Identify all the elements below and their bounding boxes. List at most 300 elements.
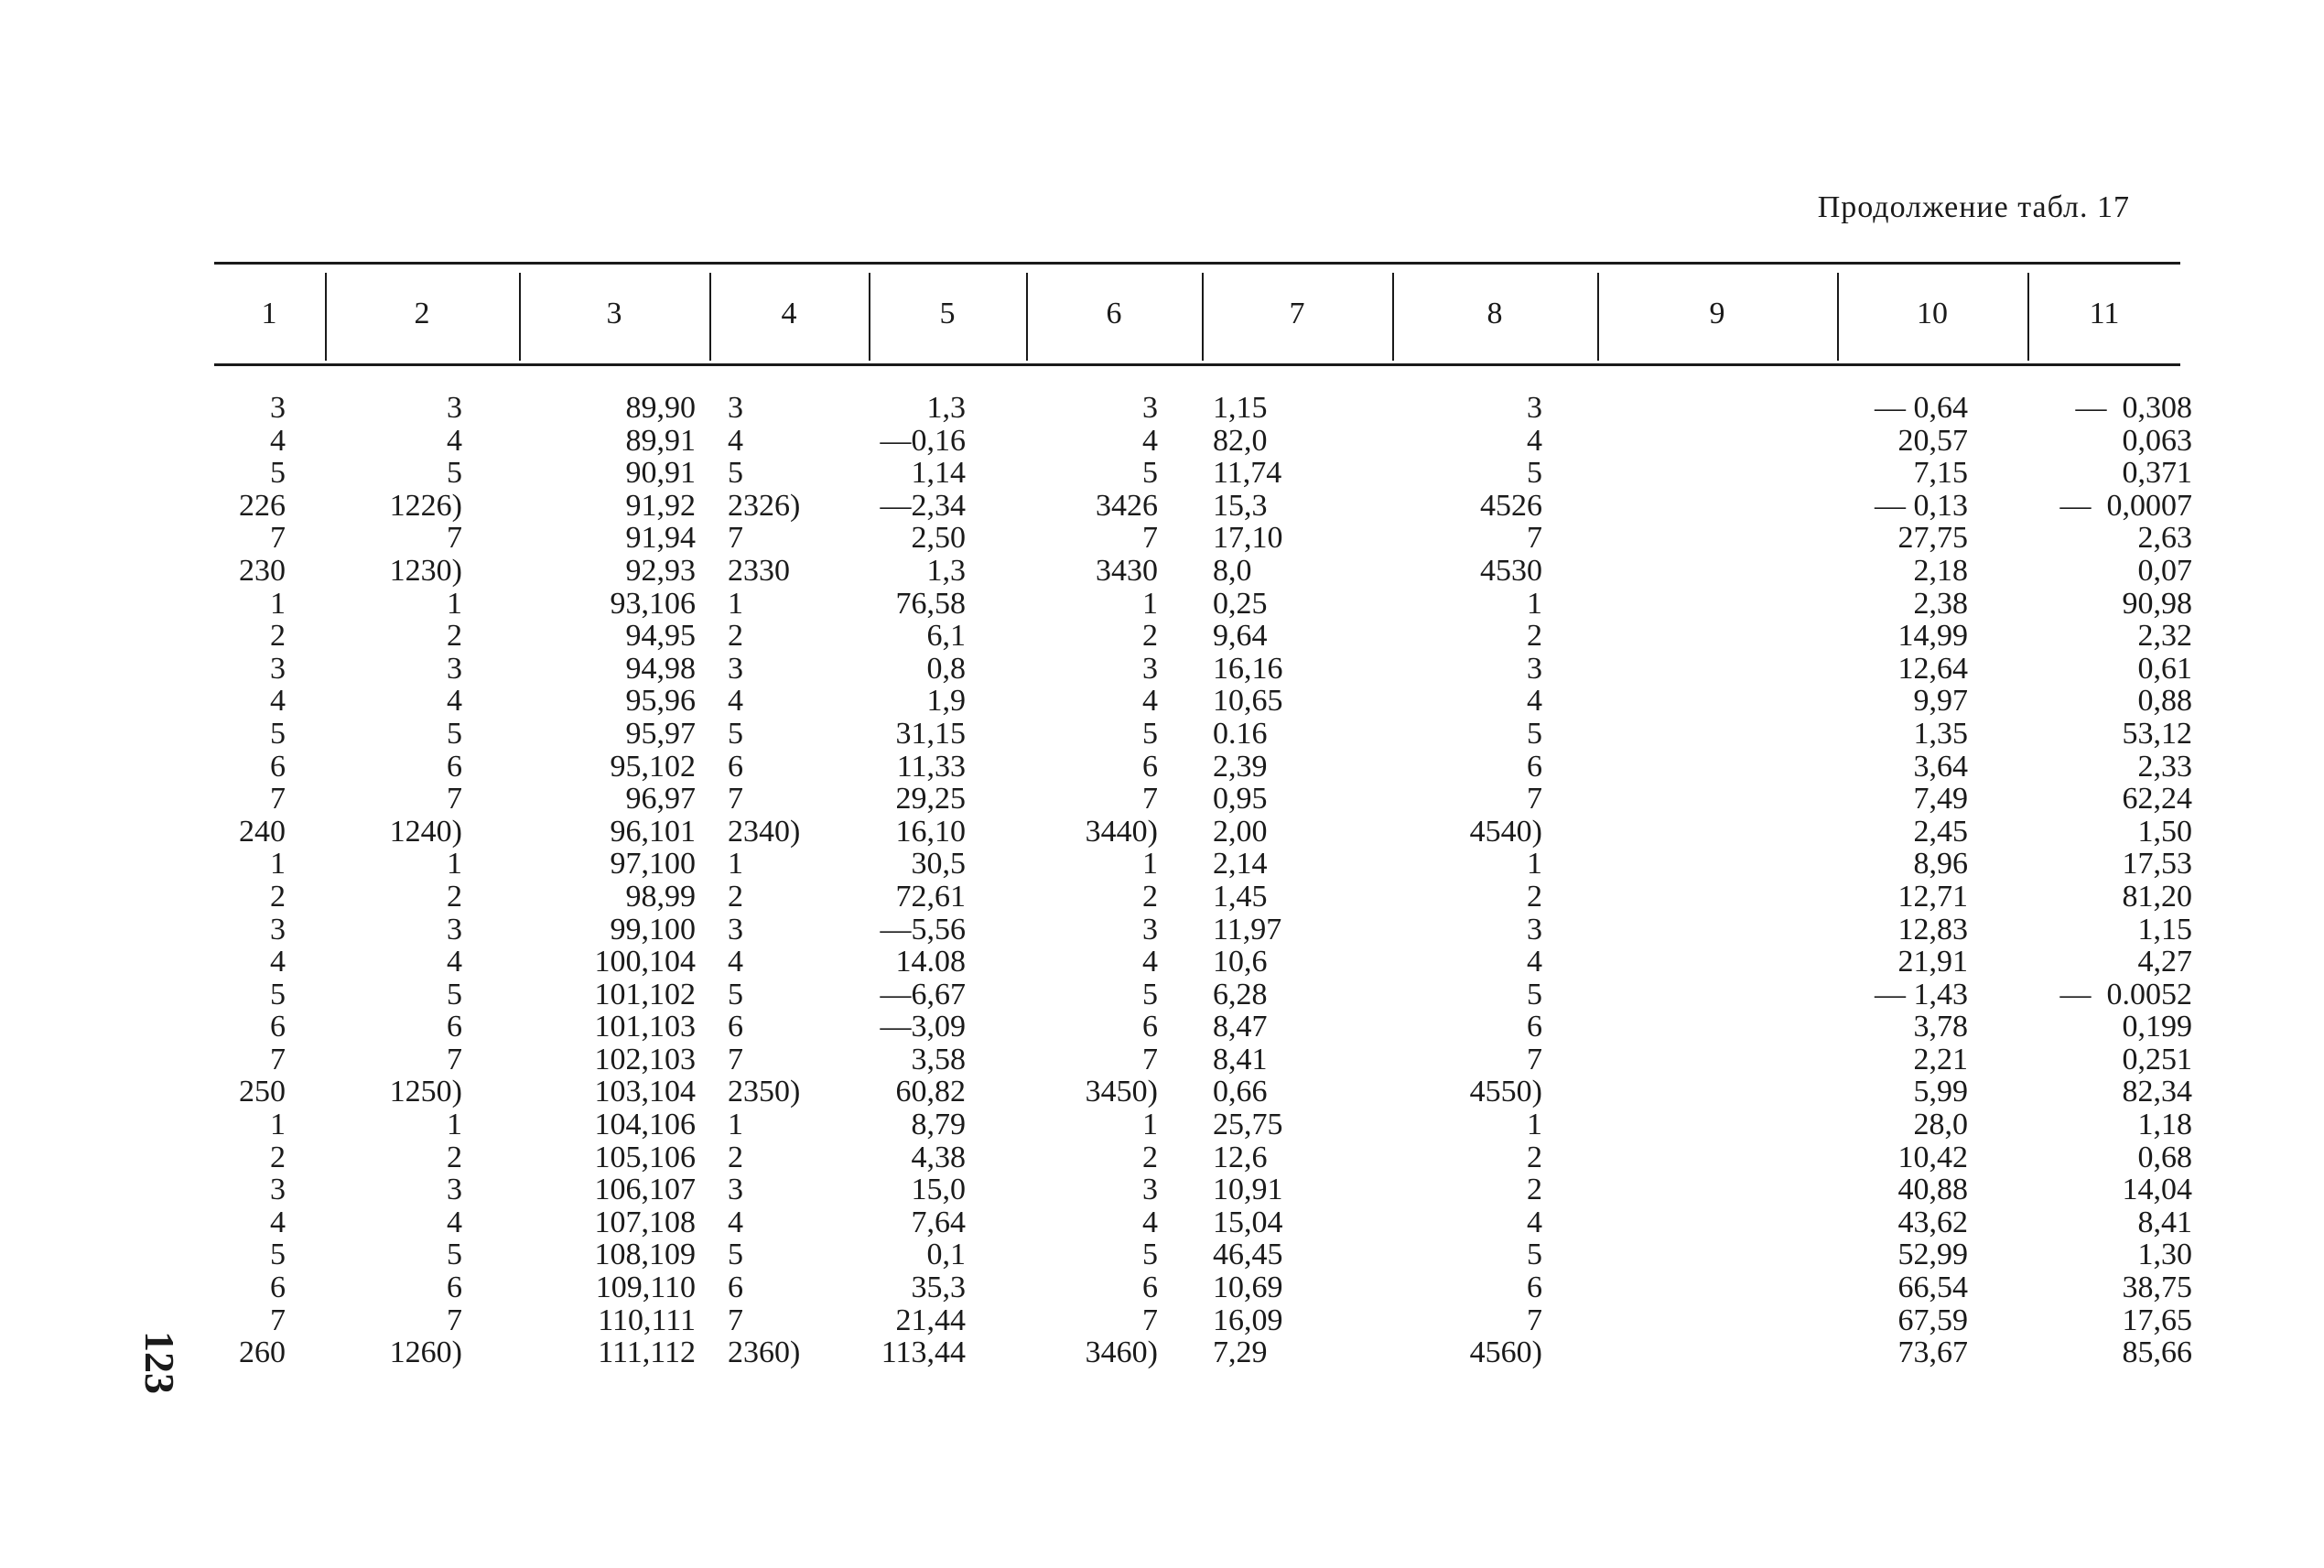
- table-cell: 0,07: [2137, 553, 2192, 588]
- table-cell: 15,3: [1213, 488, 1268, 523]
- table-cell: 53,12: [2122, 716, 2192, 751]
- table-cell: 226: [239, 488, 286, 523]
- table-cell: 94,95: [625, 619, 696, 654]
- table-cell: 6: [1527, 1271, 1542, 1305]
- column-divider: [1026, 273, 1028, 361]
- table-cell: 3: [447, 651, 462, 686]
- table-cell: 7: [270, 521, 286, 556]
- table-cell: 3: [447, 1173, 462, 1207]
- column-divider: [1837, 273, 1839, 361]
- table-cell: 94,98: [625, 651, 696, 686]
- table-cell: 1: [1142, 1108, 1158, 1142]
- table-cell: 2: [1142, 1140, 1158, 1174]
- table-cell: 4540): [1469, 814, 1542, 849]
- table-cell: 110,111: [598, 1303, 696, 1337]
- table-cell: 230: [239, 553, 286, 588]
- table-cell: 240: [239, 814, 286, 849]
- table-cell: 9,97: [1913, 684, 1968, 719]
- data-column-2: [348, 392, 462, 1369]
- table-cell: 4: [270, 423, 286, 458]
- table-cell: 3: [728, 391, 743, 425]
- table-cell: 4: [1527, 1205, 1542, 1239]
- table-cell: 7: [728, 782, 743, 816]
- table-cell: 1230): [389, 553, 462, 588]
- table-cell: 1,30: [2137, 1238, 2192, 1272]
- table-cell: 2: [447, 619, 462, 654]
- table-cell: 20,57: [1897, 423, 1968, 458]
- table-cell: 6: [1142, 749, 1158, 784]
- table-cell: 3,58: [911, 1042, 966, 1076]
- table-cell: 2: [728, 879, 743, 914]
- data-column-5: [851, 392, 966, 1369]
- table-cell: 1,18: [2137, 1108, 2192, 1142]
- table-cell: 11,74: [1213, 456, 1282, 491]
- table-cell: —6,67: [880, 977, 966, 1011]
- table-cell: 9,64: [1213, 619, 1268, 654]
- column-header-2: 2: [414, 297, 430, 330]
- table-cell: 1: [1527, 847, 1542, 881]
- table-continuation-caption: Продолжение табл. 17: [1817, 190, 2130, 224]
- table-cell: 6: [1527, 749, 1542, 784]
- table-cell: 7: [447, 1042, 462, 1076]
- table-cell: 6: [270, 749, 286, 784]
- column-divider: [519, 273, 521, 361]
- table-cell: 10,65: [1213, 684, 1283, 719]
- table-cell: 0,371: [2122, 456, 2192, 491]
- table-cell: 5: [447, 456, 462, 491]
- table-cell: 1226): [389, 488, 462, 523]
- table-cell: 3460): [1085, 1336, 1158, 1370]
- table-cell: 108,109: [594, 1238, 696, 1272]
- table-cell: 98,99: [625, 879, 696, 914]
- table-cell: 6,28: [1213, 977, 1268, 1011]
- column-header-1: 1: [261, 297, 277, 330]
- column-header-3: 3: [606, 297, 622, 330]
- table-cell: 6: [1527, 1010, 1542, 1044]
- table-cell: 0,1: [926, 1238, 966, 1272]
- table-cell: 104,106: [594, 1108, 696, 1142]
- table-cell: 260: [239, 1336, 286, 1370]
- table-cell: 15,0: [911, 1173, 966, 1207]
- table-cell: 1,3: [926, 553, 966, 588]
- table-cell: 4: [728, 423, 743, 458]
- table-cell: 5: [447, 716, 462, 751]
- table-cell: 62,24: [2122, 782, 2192, 816]
- column-header-7: 7: [1289, 297, 1305, 330]
- table-cell: 99,100: [610, 912, 696, 946]
- table-cell: 1: [1527, 1108, 1542, 1142]
- table-cell: 91,92: [625, 488, 696, 523]
- table-cell: 2,14: [1213, 847, 1268, 881]
- table-cell: 1260): [389, 1336, 462, 1370]
- table-cell: —2,34: [880, 488, 966, 523]
- table-cell: 35,3: [911, 1271, 966, 1305]
- table-cell: 0,063: [2122, 423, 2192, 458]
- table-cell: 81,20: [2122, 879, 2192, 914]
- table-cell: 6: [447, 1010, 462, 1044]
- table-cell: 1,3: [926, 391, 966, 425]
- table-cell: 3: [447, 912, 462, 946]
- table-cell: 7: [728, 1042, 743, 1076]
- table-cell: 4: [1527, 423, 1542, 458]
- table-cell: 6: [447, 749, 462, 784]
- table-cell: 1: [270, 1108, 286, 1142]
- column-divider: [709, 273, 711, 361]
- table-cell: 17,65: [2122, 1303, 2192, 1337]
- table-cell: 38,75: [2122, 1271, 2192, 1305]
- table-cell: 4: [447, 423, 462, 458]
- table-cell: 1,14: [911, 456, 966, 491]
- table-cell: 7: [1527, 521, 1542, 556]
- table-cell: 4,27: [2137, 945, 2192, 979]
- table-cell: 2,21: [1913, 1042, 1968, 1076]
- table-cell: 16,16: [1213, 651, 1283, 686]
- table-cell: 4526: [1480, 488, 1542, 523]
- table-cell: 5: [728, 977, 743, 1011]
- table-cell: 4550): [1469, 1075, 1542, 1109]
- table-cell: 7: [447, 1303, 462, 1337]
- table-cell: 1: [728, 586, 743, 621]
- table-cell: 27,75: [1897, 521, 1968, 556]
- table-cell: — 1,43: [1875, 977, 1968, 1011]
- table-cell: 25,75: [1213, 1108, 1283, 1142]
- table-cell: 4: [1142, 684, 1158, 719]
- table-cell: 2: [270, 879, 286, 914]
- table-cell: 107,108: [594, 1205, 696, 1239]
- table-header-row: [214, 265, 2180, 363]
- table-cell: 8,47: [1213, 1010, 1268, 1044]
- table-cell: 1: [1527, 586, 1542, 621]
- table-cell: 3430: [1096, 553, 1158, 588]
- table-cell: 7,29: [1213, 1336, 1268, 1370]
- table-cell: 106,107: [594, 1173, 696, 1207]
- table-cell: 6: [1142, 1271, 1158, 1305]
- table-cell: 0,61: [2137, 651, 2192, 686]
- table-cell: 109,110: [595, 1271, 696, 1305]
- table-cell: 67,59: [1897, 1303, 1968, 1337]
- table-cell: 0,66: [1213, 1075, 1268, 1109]
- table-cell: 10,91: [1213, 1173, 1283, 1207]
- table-cell: 7: [447, 521, 462, 556]
- table-cell: 8,0: [1213, 553, 1252, 588]
- table-cell: 3: [728, 912, 743, 946]
- table-cell: 31,15: [895, 716, 966, 751]
- table-cell: 5: [728, 716, 743, 751]
- table-cell: 102,103: [594, 1042, 696, 1076]
- table-cell: 10,6: [1213, 945, 1268, 979]
- table-cell: 4: [447, 1205, 462, 1239]
- table-cell: 6,1: [926, 619, 966, 654]
- table-cell: 3: [270, 1173, 286, 1207]
- column-divider: [1597, 273, 1599, 361]
- table-cell: 7: [447, 782, 462, 816]
- table-cell: 5: [1527, 1238, 1542, 1272]
- table-cell: 250: [239, 1075, 286, 1109]
- table-cell: 1: [447, 847, 462, 881]
- table-cell: 91,94: [625, 521, 696, 556]
- table-cell: 8,41: [2137, 1205, 2192, 1239]
- table-cell: —5,56: [880, 912, 966, 946]
- table-cell: 6: [270, 1010, 286, 1044]
- table-cell: 10,42: [1897, 1140, 1968, 1174]
- table-cell: 2: [270, 619, 286, 654]
- table-cell: 1: [447, 1108, 462, 1142]
- table-cell: 4: [1527, 945, 1542, 979]
- table-cell: 1: [1142, 847, 1158, 881]
- table-cell: 5: [728, 456, 743, 491]
- table-cell: 7: [270, 1303, 286, 1337]
- table-cell: 3: [728, 1173, 743, 1207]
- table-cell: 2,32: [2137, 619, 2192, 654]
- table-cell: 3440): [1085, 814, 1158, 849]
- table-cell: 43,62: [1897, 1205, 1968, 1239]
- table-cell: 4: [270, 945, 286, 979]
- table-cell: 2: [1527, 1140, 1542, 1174]
- table-cell: 4: [270, 1205, 286, 1239]
- table-cell: 1: [728, 1108, 743, 1142]
- table-cell: 12,64: [1897, 651, 1968, 686]
- table-cell: 15,04: [1213, 1205, 1283, 1239]
- table-cell: — 0,308: [2075, 391, 2192, 425]
- table-cell: 2340): [728, 814, 801, 849]
- table-cell: — 0,0007: [2059, 488, 2192, 523]
- table-cell: 3: [1527, 391, 1542, 425]
- table-cell: 5: [1142, 1238, 1158, 1272]
- table-cell: 111,112: [598, 1336, 696, 1370]
- table-cell: 2: [728, 1140, 743, 1174]
- table-cell: 5: [1142, 977, 1158, 1011]
- table-cell: 5: [447, 1238, 462, 1272]
- column-divider: [1202, 273, 1204, 361]
- table-cell: 0,88: [2137, 684, 2192, 719]
- table-cell: 105,106: [594, 1140, 696, 1174]
- table-cell: 7: [270, 1042, 286, 1076]
- table-cell: 7: [1142, 1042, 1158, 1076]
- table-cell: 4560): [1469, 1336, 1542, 1370]
- table-cell: 3: [1142, 651, 1158, 686]
- table-cell: 3: [1142, 1173, 1158, 1207]
- table-cell: 82,34: [2122, 1075, 2192, 1109]
- column-header-11: 11: [2089, 297, 2120, 330]
- table-cell: 1: [270, 847, 286, 881]
- column-divider: [325, 273, 327, 361]
- table-cell: 7: [1142, 1303, 1158, 1337]
- table-cell: —0,16: [880, 423, 966, 458]
- table-cell: 1: [447, 586, 462, 621]
- table-cell: 2,50: [911, 521, 966, 556]
- table-cell: 14,99: [1897, 619, 1968, 654]
- table-cell: 2: [447, 879, 462, 914]
- column-header-8: 8: [1486, 297, 1503, 330]
- table-cell: 4: [1142, 945, 1158, 979]
- table-cell: 5: [270, 716, 286, 751]
- table-cell: 11,97: [1213, 912, 1282, 946]
- table-cell: 30,5: [911, 847, 966, 881]
- table-cell: 3: [1142, 391, 1158, 425]
- table-cell: 2,00: [1213, 814, 1268, 849]
- table-cell: 2,38: [1913, 586, 1968, 621]
- table-header-bottom-rule: [214, 363, 2180, 366]
- table-cell: 12,71: [1897, 879, 1968, 914]
- column-divider: [869, 273, 870, 361]
- table-cell: —3,09: [880, 1010, 966, 1044]
- data-column-4: [728, 392, 847, 1369]
- column-divider: [1392, 273, 1394, 361]
- table-cell: 0,251: [2122, 1042, 2192, 1076]
- table-cell: 3: [270, 391, 286, 425]
- table-cell: 4: [1142, 1205, 1158, 1239]
- table-cell: 4: [728, 1205, 743, 1239]
- table-cell: 2: [728, 619, 743, 654]
- data-column-6: [1053, 392, 1158, 1369]
- table-cell: 4: [728, 945, 743, 979]
- table-cell: 2: [1142, 619, 1158, 654]
- table-cell: 82,0: [1213, 423, 1268, 458]
- table-cell: 7,64: [911, 1205, 966, 1239]
- page-number: 123: [136, 1331, 183, 1394]
- table-cell: 11,33: [896, 749, 966, 784]
- table-cell: 3: [1527, 651, 1542, 686]
- data-column-10: [1831, 392, 1968, 1369]
- table-cell: 1,15: [1213, 391, 1268, 425]
- table-cell: 16,10: [895, 814, 966, 849]
- table-cell: 95,97: [625, 716, 696, 751]
- table-cell: 10,69: [1213, 1271, 1283, 1305]
- table-cell: 0,199: [2122, 1010, 2192, 1044]
- table-cell: 1,35: [1913, 716, 1968, 751]
- column-header-4: 4: [781, 297, 797, 330]
- table-cell: 101,102: [594, 977, 696, 1011]
- table-cell: 5: [447, 977, 462, 1011]
- table-cell: 2326): [728, 488, 801, 523]
- table-cell: 4,38: [911, 1140, 966, 1174]
- column-divider: [2027, 273, 2029, 361]
- table-cell: 85,66: [2122, 1336, 2192, 1370]
- table-cell: 6: [270, 1271, 286, 1305]
- table-cell: 93,106: [610, 586, 696, 621]
- table-cell: 14,04: [2122, 1173, 2192, 1207]
- table-cell: 29,25: [895, 782, 966, 816]
- table-cell: 7: [1142, 782, 1158, 816]
- table-cell: 17,10: [1213, 521, 1283, 556]
- table-cell: 1,45: [1213, 879, 1268, 914]
- table-cell: 5: [1142, 456, 1158, 491]
- table-cell: 101,103: [594, 1010, 696, 1044]
- table-cell: 2: [447, 1140, 462, 1174]
- table-cell: — 0,13: [1875, 488, 1968, 523]
- table-cell: 92,93: [625, 553, 696, 588]
- table-cell: 12,6: [1213, 1140, 1268, 1174]
- table-cell: 113,44: [881, 1336, 966, 1370]
- table-cell: 8,79: [911, 1108, 966, 1142]
- table-cell: 1250): [389, 1075, 462, 1109]
- table-cell: 95,102: [610, 749, 696, 784]
- table-cell: 4: [447, 945, 462, 979]
- data-column-8: [1428, 392, 1542, 1369]
- table-cell: 4530: [1480, 553, 1542, 588]
- table-cell: 96,97: [625, 782, 696, 816]
- table-cell: 96,101: [610, 814, 696, 849]
- table-cell: 4: [270, 684, 286, 719]
- table-cell: 76,58: [895, 586, 966, 621]
- table-cell: 5: [1142, 716, 1158, 751]
- table-cell: 2: [1527, 1173, 1542, 1207]
- table-cell: 3: [270, 912, 286, 946]
- table-cell: 73,67: [1897, 1336, 1968, 1370]
- table-cell: 5,99: [1913, 1075, 1968, 1109]
- table-cell: 4: [1527, 684, 1542, 719]
- table-cell: 21,44: [895, 1303, 966, 1337]
- table-cell: 2,45: [1913, 814, 1968, 849]
- table-cell: 8,41: [1213, 1042, 1268, 1076]
- column-header-9: 9: [1709, 297, 1725, 330]
- table-cell: 1,15: [2137, 912, 2192, 946]
- column-header-10: 10: [1917, 297, 1948, 330]
- table-cell: 3: [728, 651, 743, 686]
- table-cell: 5: [270, 456, 286, 491]
- data-column-1: [211, 392, 286, 1369]
- table-cell: 6: [447, 1271, 462, 1305]
- column-header-5: 5: [939, 297, 956, 330]
- table-cell: 89,91: [625, 423, 696, 458]
- table-cell: 40,88: [1897, 1173, 1968, 1207]
- table-cell: 7: [728, 521, 743, 556]
- table-cell: 90,91: [625, 456, 696, 491]
- table-cell: 7: [1142, 521, 1158, 556]
- table-cell: 2,63: [2137, 521, 2192, 556]
- table-cell: 1,50: [2137, 814, 2192, 849]
- table-cell: 1240): [389, 814, 462, 849]
- table-cell: 3: [447, 391, 462, 425]
- table-cell: 3: [270, 651, 286, 686]
- table-cell: 2350): [728, 1075, 801, 1109]
- table-cell: 2: [1142, 879, 1158, 914]
- table-cell: 66,54: [1897, 1271, 1968, 1305]
- table-cell: 4: [1142, 423, 1158, 458]
- table-cell: 0,25: [1213, 586, 1268, 621]
- table-cell: 16,09: [1213, 1303, 1283, 1337]
- table-cell: 52,99: [1897, 1238, 1968, 1272]
- table-cell: 0,95: [1213, 782, 1268, 816]
- table-cell: 5: [270, 1238, 286, 1272]
- table-cell: 7: [1527, 1303, 1542, 1337]
- table-cell: 7: [1527, 782, 1542, 816]
- column-header-6: 6: [1106, 297, 1122, 330]
- table-cell: 3,78: [1913, 1010, 1968, 1044]
- table-cell: 2: [1527, 619, 1542, 654]
- table-cell: 5: [270, 977, 286, 1011]
- table-cell: 103,104: [594, 1075, 696, 1109]
- table-cell: 97,100: [610, 847, 696, 881]
- table-cell: 60,82: [895, 1075, 966, 1109]
- table-cell: 2,33: [2137, 749, 2192, 784]
- table-cell: 4: [447, 684, 462, 719]
- table-cell: 1: [728, 847, 743, 881]
- table-cell: — 0.0052: [2059, 977, 2192, 1011]
- table-cell: 1: [1142, 586, 1158, 621]
- table-cell: 1: [270, 586, 286, 621]
- data-column-11: [2009, 392, 2192, 1369]
- table-cell: 5: [728, 1238, 743, 1272]
- table-cell: 2330: [728, 553, 790, 588]
- table-cell: 17,53: [2122, 847, 2192, 881]
- table-cell: 89,90: [625, 391, 696, 425]
- table-cell: 2: [1527, 879, 1542, 914]
- table-cell: 0,68: [2137, 1140, 2192, 1174]
- table-cell: 7,15: [1913, 456, 1968, 491]
- table-cell: 95,96: [625, 684, 696, 719]
- table-cell: 3: [1527, 912, 1542, 946]
